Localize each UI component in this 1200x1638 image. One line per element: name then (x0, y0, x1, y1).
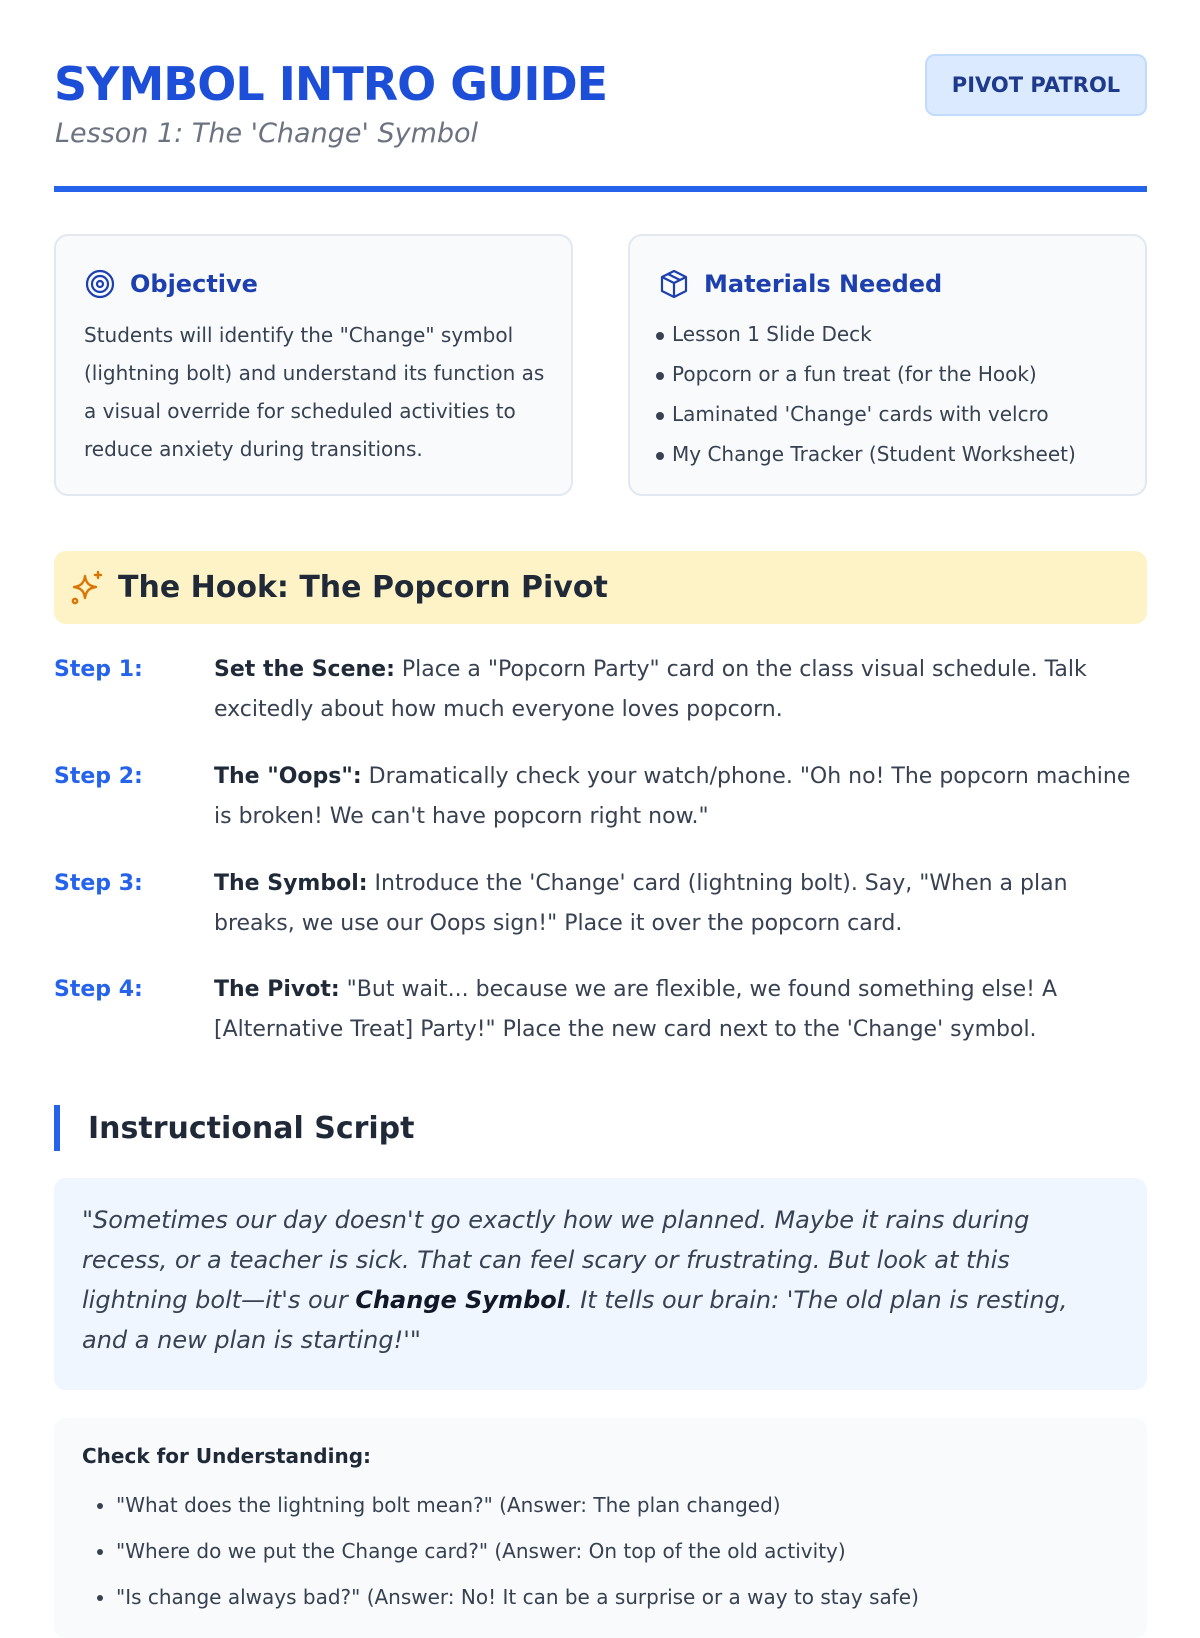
quote-text-end: . It tells our brain: 'The old plan is resting, and a new plan is starting!'" (82, 1286, 1068, 1354)
objective-text: Students will identify the "Change" symbol (lightning bolt) and understand its function as a visual override for scheduled activities to reduce anxiety during transitions. (84, 323, 545, 461)
page-title: SYMBOL INTRO GUIDE (54, 57, 608, 111)
materials-item (656, 354, 1119, 394)
step-label: Step 4: (54, 977, 143, 1002)
step-lead: The Symbol: (214, 871, 368, 896)
bullet-icon (656, 372, 664, 380)
materials-card (628, 234, 1147, 496)
check-list (82, 1482, 1121, 1620)
step-text: Introduce the 'Change' card (lightning bolt). Say, "When a plan breaks, we use our Oops sign!" Place it over the popcorn card. (214, 871, 1068, 936)
check-item: • "Where do we put the Change card?" (Answer: On top of the old activity) (116, 1528, 1121, 1574)
materials-item (656, 394, 1119, 434)
script-quote (54, 1178, 1147, 1390)
step-body (214, 970, 1154, 1050)
step-body (214, 757, 1154, 837)
step-label: Step 2: (54, 764, 143, 789)
materials-header (658, 264, 1119, 304)
target-icon (84, 268, 116, 300)
step-label: Step 1: (54, 657, 143, 682)
header (54, 0, 1147, 194)
pivot-patrol-badge: PIVOT PATROL (925, 54, 1147, 116)
objective-header (84, 264, 545, 304)
bullet-icon (656, 452, 664, 460)
page-subtitle: Lesson 1: The 'Change' Symbol (55, 118, 479, 149)
materials-item-text: Popcorn or a fun treat (for the Hook) (672, 362, 1037, 386)
step-label: Step 3: (54, 871, 143, 896)
step-text: Dramatically check your watch/phone. "Oh no! The popcorn machine is broken! We can't have popcorn right now." (214, 764, 1131, 829)
script-section-title: Instructional Script (54, 1105, 415, 1151)
check-title: Check for Understanding: (82, 1444, 372, 1468)
step-text: "But wait... because we are flexible, we found something else! A [Alternative Treat] Party!" Place the new card next to the 'Change' symbol. (214, 977, 1058, 1042)
quote-text: "Sometimes our day doesn't go exactly how we planned. Maybe it rains during recess, or a teacher is sick. That can feel scary or frustrating. But look at this lightning bolt—it's our (82, 1206, 1030, 1314)
bullet-icon (656, 332, 664, 340)
materials-title: Materials Needed (704, 270, 943, 298)
materials-item (656, 434, 1119, 474)
hook-banner (54, 551, 1147, 624)
step-lead: The "Oops": (214, 764, 362, 789)
step-text: Place a "Popcorn Party" card on the class visual schedule. Talk excitedly about how much everyone loves popcorn. (214, 657, 1087, 722)
materials-list (656, 314, 1119, 474)
info-cards (54, 234, 1147, 498)
materials-item-text: Lesson 1 Slide Deck (672, 322, 872, 346)
materials-item-text: Laminated 'Change' cards with velcro (672, 402, 1049, 426)
check-understanding-box (54, 1418, 1147, 1638)
objective-card (54, 234, 573, 496)
step-body (214, 864, 1154, 944)
hook-title: The Hook: The Popcorn Pivot (118, 570, 608, 605)
quote-emphasis: Change Symbol (355, 1286, 565, 1314)
header-divider (54, 186, 1147, 192)
check-item: • "What does the lightning bolt mean?" (Answer: The plan changed) (116, 1482, 1121, 1528)
materials-item-text: My Change Tracker (Student Worksheet) (672, 442, 1076, 466)
sparkles-icon (68, 569, 106, 607)
objective-title: Objective (130, 270, 258, 298)
lesson-guide-page (54, 0, 1147, 1609)
check-item: • "Is change always bad?" (Answer: No! It can be a surprise or a way to stay safe) (116, 1574, 1121, 1620)
step-lead: Set the Scene: (214, 657, 395, 682)
materials-item (656, 314, 1119, 354)
box-icon (658, 268, 690, 300)
step-lead: The Pivot: (214, 977, 340, 1002)
bullet-icon (656, 412, 664, 420)
step-body (214, 650, 1154, 730)
